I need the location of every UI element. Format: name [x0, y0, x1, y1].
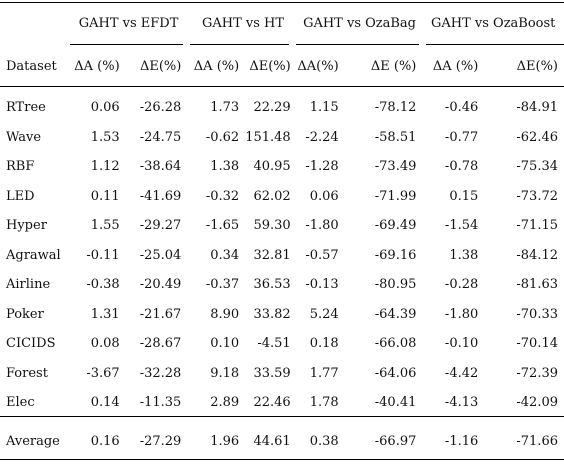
table-cell: -0.10	[444, 336, 479, 352]
group-header-efdt: GAHT vs EFDT	[78, 15, 179, 31]
dataset-name-cell: CICIDS	[6, 336, 56, 352]
table-cell: -4.42	[444, 365, 479, 381]
table-cell: 40.95	[253, 159, 291, 175]
dataset-name-cell: RBF	[6, 159, 35, 175]
group-header-row	[0, 0, 564, 46]
dataset-name-cell: Poker	[6, 306, 44, 322]
table-cell: -73.72	[516, 188, 558, 204]
table-cell: -21.67	[139, 306, 182, 322]
table-cell: 1.38	[210, 159, 240, 175]
table-row	[0, 329, 564, 359]
table-cell: -32.28	[139, 365, 182, 381]
table-cell: 1.12	[90, 159, 120, 175]
table-cell: Average	[6, 434, 60, 449]
table-cell: 33.82	[253, 306, 291, 322]
table-cell: -4.51	[257, 336, 291, 352]
table-cell: -0.13	[305, 277, 339, 293]
table-cell: 62.02	[253, 188, 291, 204]
table-cell: -38.64	[139, 159, 182, 175]
column-header: ΔA (%)	[74, 59, 120, 74]
table-cell: -2.24	[305, 129, 339, 145]
table-cell: -70.33	[516, 306, 558, 322]
table-cell: -0.78	[444, 159, 479, 175]
table-cell: 8.90	[210, 306, 240, 322]
group-header-blank	[0, 0, 68, 46]
table-cell: -40.41	[374, 395, 417, 411]
table-cell: -84.12	[516, 247, 558, 263]
table-cell: 1.55	[90, 218, 120, 234]
table-cell: -0.62	[205, 129, 240, 145]
table-row	[0, 152, 564, 182]
table-cell: 0.06	[309, 188, 339, 204]
group-header-ozaboost: GAHT vs OzaBoost	[430, 15, 556, 31]
table-cell: -27.29	[139, 434, 182, 449]
table-cell: 0.11	[90, 188, 120, 204]
table-cell: 44.61	[253, 434, 291, 449]
table-cell: -1.80	[444, 306, 479, 322]
table-cell: 151.48	[245, 129, 291, 145]
table-cell: -25.04	[139, 247, 182, 263]
table-cell: -64.39	[374, 306, 417, 322]
table-cell: -78.12	[374, 100, 417, 116]
table-cell: 0.34	[210, 247, 240, 263]
column-header: ΔE(%)	[139, 59, 182, 74]
table-cell: -1.65	[205, 218, 240, 234]
table-cell: -28.67	[139, 336, 182, 352]
table-cell: 36.53	[253, 277, 291, 293]
table-cell: -81.63	[516, 277, 558, 293]
dataset-name-cell: Agrawal	[6, 247, 61, 263]
column-header-row	[0, 46, 564, 87]
table-cell: 1.77	[309, 365, 339, 381]
table-cell: -84.91	[516, 100, 558, 116]
table-cell: 1.31	[90, 306, 120, 322]
table-row	[0, 182, 564, 212]
table-row	[0, 359, 564, 389]
table-cell: -24.75	[139, 129, 182, 145]
column-header: ΔE(%)	[249, 59, 291, 74]
table-cell: 1.15	[309, 100, 339, 116]
table-cell: 5.24	[309, 306, 339, 322]
table-cell: -11.35	[139, 395, 182, 411]
table-row	[0, 300, 564, 330]
column-header: ΔA (%)	[193, 59, 240, 74]
table-cell: -64.06	[374, 365, 417, 381]
table-row	[0, 388, 564, 418]
table-cell: -69.16	[374, 247, 417, 263]
table-cell: -41.69	[139, 188, 182, 204]
table-cell: 1.38	[449, 247, 479, 263]
table-row	[0, 93, 564, 123]
table-cell: -0.57	[305, 247, 339, 263]
table-cell: 59.30	[253, 218, 291, 234]
dataset-name-cell: RTree	[6, 100, 46, 116]
group-header-ozabag: GAHT vs OzaBag	[303, 15, 417, 31]
dataset-name-cell: LED	[6, 188, 35, 204]
table-cell: -0.37	[205, 277, 240, 293]
table-cell: -26.28	[139, 100, 182, 116]
table-cell: 1.78	[309, 395, 339, 411]
column-header: ΔE (%)	[370, 59, 417, 74]
table-cell: 0.08	[90, 336, 120, 352]
column-header: ΔA(%)	[297, 59, 339, 74]
table-row	[0, 270, 564, 300]
table-cell: 0.14	[90, 395, 120, 411]
table-cell: -80.95	[374, 277, 417, 293]
dataset-name-cell: Forest	[6, 365, 48, 381]
table-cell: -71.66	[516, 434, 558, 449]
table-cell: -66.08	[374, 336, 417, 352]
table-cell: 33.59	[253, 365, 291, 381]
table-cell: -70.14	[516, 336, 558, 352]
table-cell: -71.15	[516, 218, 558, 234]
table-cell: 22.29	[253, 100, 291, 116]
table-cell: -0.38	[86, 277, 120, 293]
table-cell: -0.32	[205, 188, 240, 204]
table-cell: 0.38	[309, 434, 339, 449]
average-row	[0, 418, 564, 466]
table-cell: -4.13	[444, 395, 479, 411]
table-cell: -71.99	[374, 188, 417, 204]
table-cell: 0.10	[210, 336, 240, 352]
table-cell: 22.46	[253, 395, 291, 411]
table-cell: 0.18	[309, 336, 339, 352]
dataset-name-cell: Hyper	[6, 218, 47, 234]
table-cell: 32.81	[253, 247, 291, 263]
column-header: ΔA (%)	[432, 59, 479, 74]
table-cell: -69.49	[374, 218, 417, 234]
group-header-ht: GAHT vs HT	[201, 15, 285, 31]
table-cell: 9.18	[210, 365, 240, 381]
table-cell: -1.54	[444, 218, 479, 234]
table-cell: -20.49	[139, 277, 182, 293]
table-row	[0, 241, 564, 271]
table-cell: -75.34	[516, 159, 558, 175]
table-cell: -66.97	[374, 434, 417, 449]
table-cell: 1.96	[210, 434, 240, 449]
table-cell: 1.73	[210, 100, 240, 116]
table-cell: -62.46	[516, 129, 558, 145]
table-cell: 2.89	[210, 395, 240, 411]
dataset-name-cell: Elec	[6, 395, 35, 411]
table-cell: -0.11	[86, 247, 120, 263]
table-cell: -0.46	[444, 100, 479, 116]
table-cell: 0.06	[90, 100, 120, 116]
table-cell: -0.28	[444, 277, 479, 293]
dataset-name-cell: Airline	[6, 277, 51, 293]
column-header-dataset: Dataset	[6, 59, 57, 74]
table-cell: -3.67	[86, 365, 120, 381]
table-row	[0, 123, 564, 153]
table-cell: -1.16	[444, 434, 479, 449]
table-cell: -72.39	[516, 365, 558, 381]
column-header: ΔE(%)	[516, 59, 558, 74]
table-cell: -0.77	[444, 129, 479, 145]
table-cell: -58.51	[374, 129, 417, 145]
table-cell: -29.27	[139, 218, 182, 234]
table-cell: 0.15	[449, 188, 479, 204]
table-cell: -42.09	[516, 395, 558, 411]
table-row	[0, 211, 564, 241]
table-cell: 1.53	[90, 129, 120, 145]
table-cell: -73.49	[374, 159, 417, 175]
table-cell: 0.16	[90, 434, 120, 449]
table-cell: -1.80	[305, 218, 339, 234]
dataset-name-cell: Wave	[6, 129, 42, 145]
table-cell: -1.28	[305, 159, 339, 175]
